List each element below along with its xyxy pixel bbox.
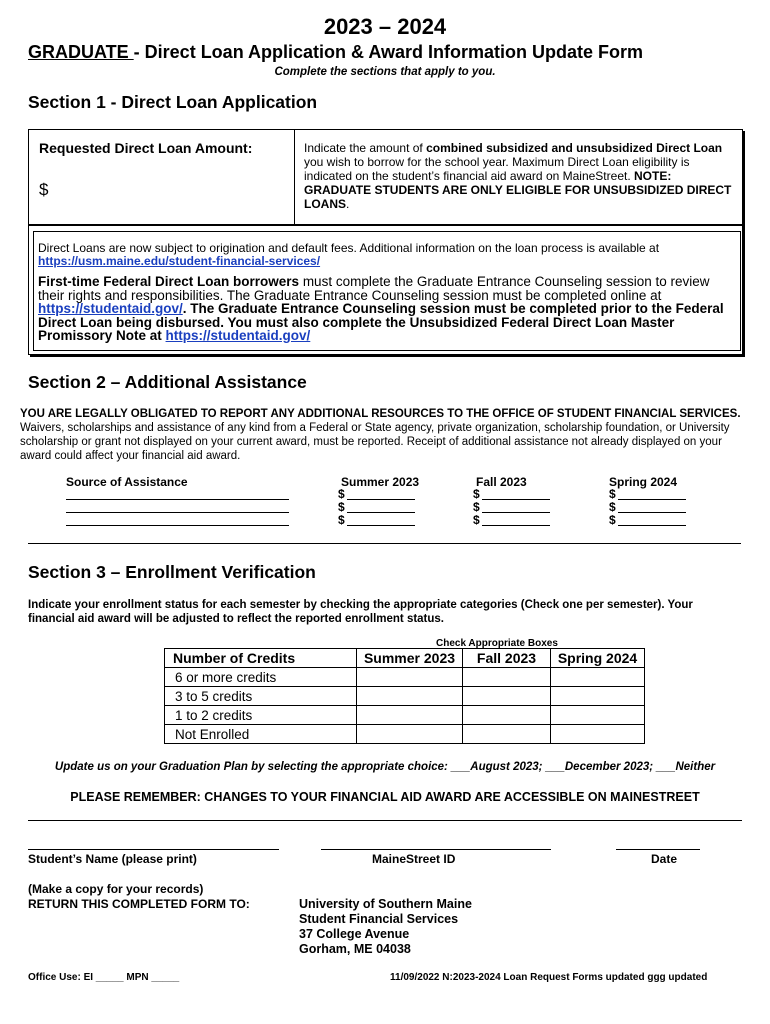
requested-amount-field[interactable]: $ <box>39 180 49 199</box>
address-line-2: Student Financial Services <box>299 912 459 926</box>
remember-notice: PLEASE REMEMBER: CHANGES TO YOUR FINANCIAL AID AWARD ARE ACCESSIBLE ON MAINESTREET <box>70 790 700 804</box>
spring-amount-1[interactable]: $ <box>609 487 616 501</box>
first-time-borrower-notice <box>38 275 738 343</box>
student-name-line[interactable] <box>28 849 279 850</box>
header-spring-2024: Spring 2024 <box>551 649 645 668</box>
checkbox-summer-3-to-5[interactable] <box>357 687 463 706</box>
row-label-not-enrolled: Not Enrolled <box>165 725 357 744</box>
fall-line-2 <box>482 512 550 513</box>
checkbox-fall-not-enrolled[interactable] <box>463 725 551 744</box>
checkbox-fall-3-to-5[interactable] <box>463 687 551 706</box>
address-line-4: Gorham, ME 04038 <box>299 942 411 956</box>
office-use: Office Use: EI _____ MPN _____ <box>28 972 180 983</box>
source-line-3[interactable] <box>66 525 289 526</box>
requested-amount-label: Requested Direct Loan Amount: <box>39 140 253 156</box>
section3-instructions: Indicate your enrollment status for each semester by checking the appropriate categories (Check one per semester). Your financial aid award will be adjusted to reflect the reported enrollment status. <box>28 599 693 625</box>
checkbox-spring-6-plus[interactable] <box>551 668 645 687</box>
desc-note: NOTE: GRADUATE STUDENTS ARE ONLY ELIGIBLE FOR UNSUBSIDIZED DIRECT LOANS <box>304 169 732 211</box>
checkbox-summer-1-to-2[interactable] <box>357 706 463 725</box>
col-source-of-assistance: Source of Assistance <box>66 475 188 489</box>
enrollment-table <box>164 648 645 744</box>
summer-line-1 <box>347 499 415 500</box>
checkbox-summer-not-enrolled[interactable] <box>357 725 463 744</box>
source-line-2[interactable] <box>66 512 289 513</box>
desc-part-3: . <box>346 197 350 211</box>
checkbox-summer-6-plus[interactable] <box>357 668 463 687</box>
section3-divider <box>28 820 742 821</box>
form-year: 2023 – 2024 <box>323 14 447 39</box>
spring-line-3 <box>618 525 686 526</box>
col-spring-2024: Spring 2024 <box>609 475 678 489</box>
summer-line-2 <box>347 512 415 513</box>
sfs-link[interactable]: https://usm.maine.edu/student-financial-services/ <box>38 254 321 268</box>
legal-bold: YOU ARE LEGALLY OBLIGATED TO REPORT ANY ADDITIONAL RESOURCES TO THE OFFICE OF STUDENT FINANCIAL SERVICES. <box>20 408 741 420</box>
fall-amount-1[interactable]: $ <box>473 487 480 501</box>
legal-rest: Waivers, scholarships and assistance of any kind from a Federal or State agency, private organization, scholarship foundation, or University scholarship or grant not displayed on your current award, must be reported. Receipt of additional assistance not already displayed on your award could affect your financial aid award. <box>20 422 730 462</box>
header-fall-2023: Fall 2023 <box>463 649 551 668</box>
ft-bold-2: . The Graduate Entrance Counseling session must be completed prior to the Federal Direct Loan being disbursed. You must also complete the Unsubsidized Federal Direct Loan Master Promissory Note at <box>38 301 724 343</box>
checkbox-spring-not-enrolled[interactable] <box>551 725 645 744</box>
revision-note: 11/09/2022 N:2023-2024 Loan Request Forms updated ggg updated <box>390 972 708 983</box>
table-row <box>165 725 645 744</box>
enrollment-header-row <box>165 649 645 668</box>
check-boxes-heading: Check Appropriate Boxes <box>436 638 558 649</box>
copy-note: (Make a copy for your records) <box>28 882 204 896</box>
section2-heading: Section 2 – Additional Assistance <box>28 372 307 392</box>
fall-amount-2[interactable]: $ <box>473 500 480 514</box>
return-address <box>299 897 472 957</box>
spring-amount-3[interactable]: $ <box>609 513 616 527</box>
row-label-1-to-2: 1 to 2 credits <box>165 706 357 725</box>
section1-divider-vertical <box>294 129 295 224</box>
form-subtitle: Complete the sections that apply to you. <box>274 66 496 78</box>
spring-line-1 <box>618 499 686 500</box>
checkbox-fall-6-plus[interactable] <box>463 668 551 687</box>
studentaid-link-2[interactable]: https://studentaid.gov/ <box>165 328 311 343</box>
table-row <box>165 668 645 687</box>
spring-line-2 <box>618 512 686 513</box>
desc-part-1: Indicate the amount of <box>304 141 427 155</box>
row-label-6-plus: 6 or more credits <box>165 668 357 687</box>
desc-part-2: you wish to borrow for the school year. Maximum Direct Loan eligibility is indicated on the student’s financial aid award on MaineStreet. <box>304 155 690 183</box>
return-label: RETURN THIS COMPLETED FORM TO: <box>28 897 250 911</box>
ft-bold-1: First-time Federal Direct Loan borrowers <box>38 274 300 289</box>
fall-amount-3[interactable]: $ <box>473 513 480 527</box>
section3-heading: Section 3 – Enrollment Verification <box>28 562 316 582</box>
section1-heading: Section 1 - Direct Loan Application <box>28 92 318 112</box>
title-rest: - Direct Loan Application & Award Information Update Form <box>133 42 644 62</box>
summer-amount-1[interactable]: $ <box>338 487 345 501</box>
date-label: Date <box>651 852 678 866</box>
ft-text-1: must complete the Graduate Entrance Counseling session to review their rights and responsibilities. The Graduate Entrance Counseling session must be completed online at <box>38 274 710 303</box>
header-number-of-credits: Number of Credits <box>165 649 357 668</box>
desc-bold-1: combined subsidized and unsubsidized Direct Loan <box>426 141 723 155</box>
table-row <box>165 687 645 706</box>
summer-amount-3[interactable]: $ <box>338 513 345 527</box>
student-name-label: Student’s Name (please print) <box>28 852 197 866</box>
summer-line-3 <box>347 525 415 526</box>
fees-text: Direct Loans are now subject to origination and default fees. Additional information on the loan process is available at <box>38 241 660 255</box>
table-row <box>165 706 645 725</box>
checkbox-spring-1-to-2[interactable] <box>551 706 645 725</box>
section1-divider-horizontal <box>28 224 743 226</box>
section2-legal-notice <box>20 407 752 463</box>
row-label-3-to-5: 3 to 5 credits <box>165 687 357 706</box>
address-line-3: 37 College Avenue <box>299 927 410 941</box>
fall-line-3 <box>482 525 550 526</box>
header-summer-2023: Summer 2023 <box>357 649 463 668</box>
mainestreet-id-label: MaineStreet ID <box>372 852 456 866</box>
fees-notice <box>38 242 738 268</box>
col-fall-2023: Fall 2023 <box>476 475 527 489</box>
title-graduate: GRADUATE <box>28 42 134 62</box>
summer-amount-2[interactable]: $ <box>338 500 345 514</box>
fall-line-1 <box>482 499 550 500</box>
checkbox-fall-1-to-2[interactable] <box>463 706 551 725</box>
source-line-1[interactable] <box>66 499 289 500</box>
spring-amount-2[interactable]: $ <box>609 500 616 514</box>
address-line-1: University of Southern Maine <box>299 897 472 911</box>
graduation-plan-choice[interactable]: Update us on your Graduation Plan by selecting the appropriate choice: ___August 2023; ___December 2023; ___Neither <box>54 761 716 773</box>
checkbox-spring-3-to-5[interactable] <box>551 687 645 706</box>
studentaid-link-1[interactable]: https://studentaid.gov/ <box>38 301 183 316</box>
mainestreet-id-line[interactable] <box>321 849 551 850</box>
col-summer-2023: Summer 2023 <box>341 475 420 489</box>
section2-divider <box>28 543 741 544</box>
date-line[interactable] <box>616 849 700 850</box>
requested-amount-instructions <box>304 141 734 211</box>
form-title <box>28 42 643 63</box>
